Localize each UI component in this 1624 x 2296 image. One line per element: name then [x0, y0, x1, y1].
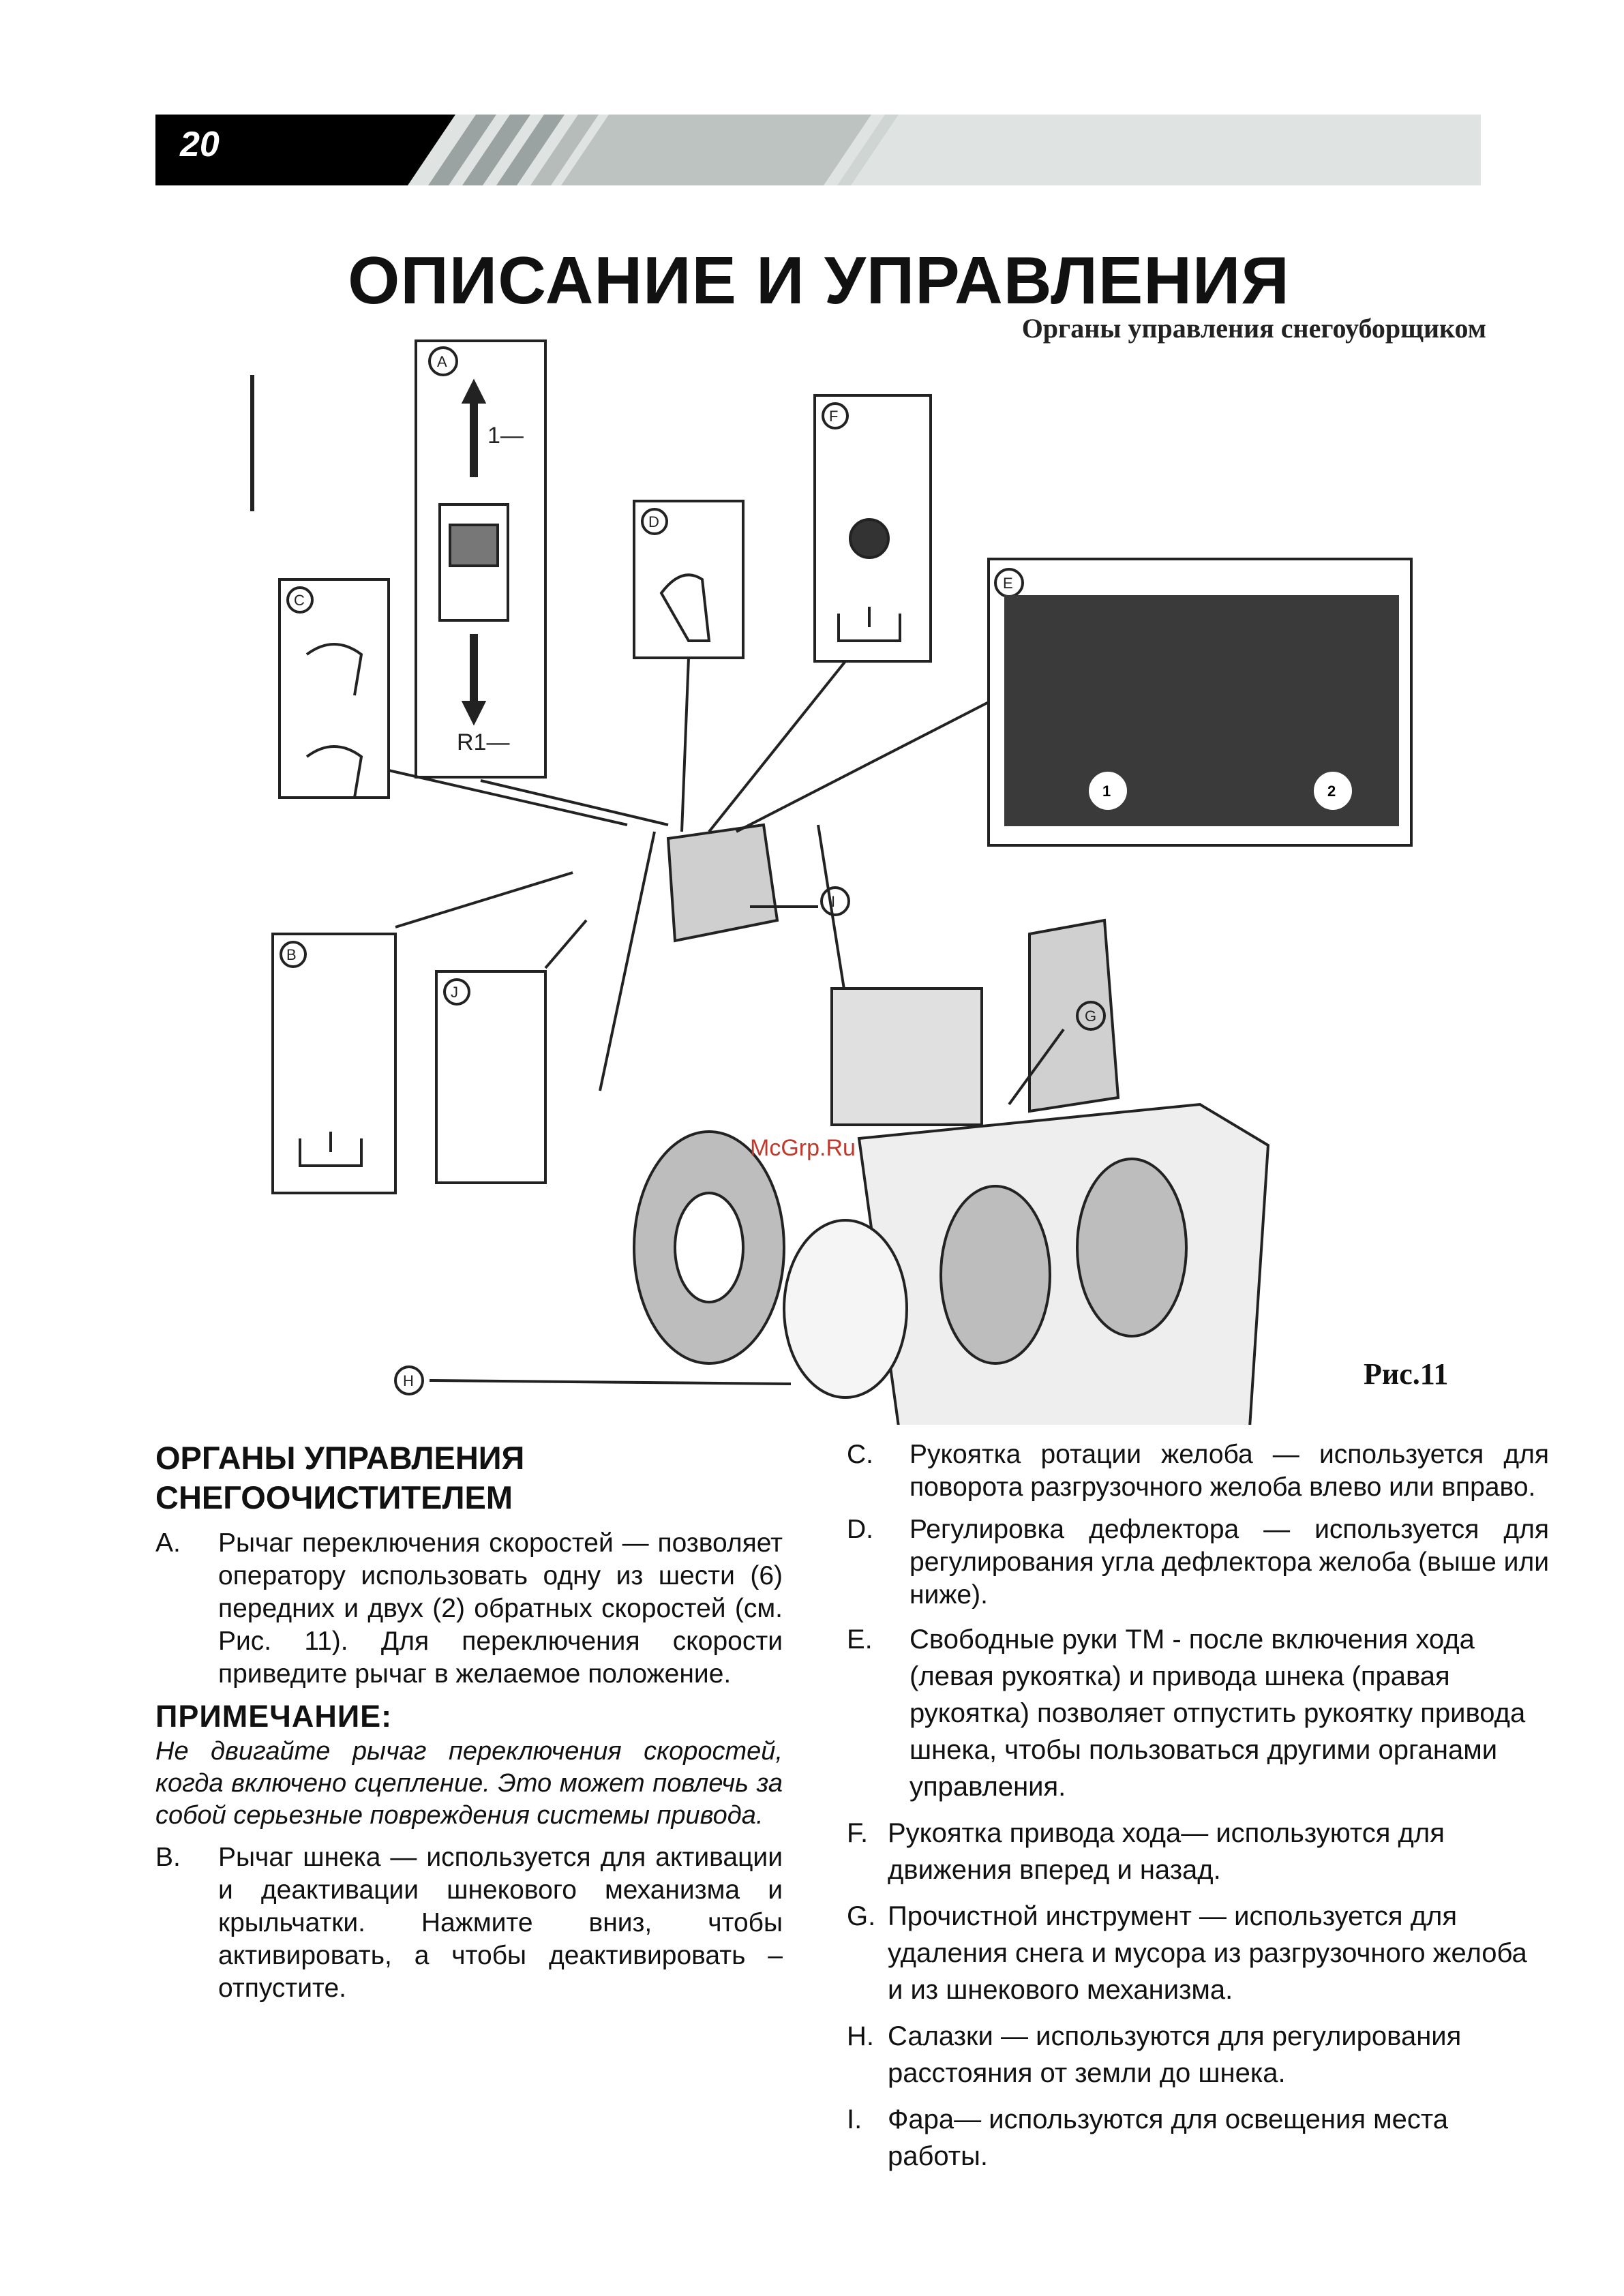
figure-subtitle: Органы управления снегоуборщиком: [1021, 313, 1486, 344]
gear-reverse-label: R1—: [457, 729, 510, 755]
item-label: A.: [155, 1528, 181, 1558]
item-text: Свободные руки ТМ - после включения хода (левая рукоятка) и привода шнека (правая рукоятка) позволяет отпустить рукоятку привода шнека, чтобы пользоваться другими органами управления.: [909, 1625, 1526, 1802]
panel-e-number-2: 2: [1327, 783, 1336, 800]
panel-label-g: G: [1085, 1008, 1097, 1025]
item-label: G.: [847, 1901, 876, 1931]
item-label: C.: [847, 1440, 873, 1469]
list-item: [847, 2101, 1549, 2175]
snowblower-figure: [245, 334, 1493, 1425]
item-text: Салазки — используются для регулирования расстояния от земли до шнека.: [888, 2021, 1462, 2088]
panel-e-number-1: 1: [1102, 783, 1111, 800]
panel-label-c: C: [294, 592, 305, 609]
note-text: Не двигайте рычаг переключения скоростей, когда включено сцепление. Это может повлечь за собой серьезные повреждения системы привода.: [155, 1737, 783, 1830]
page-title: ОПИСАНИЕ И УПРАВЛЕНИЯ: [348, 243, 1290, 318]
list-item: [847, 1621, 1549, 1805]
note-heading: ПРИМЕЧАНИЕ:: [155, 1699, 393, 1734]
panel-label-i: I: [831, 893, 836, 910]
figure-caption: Рис.11: [1364, 1357, 1449, 1391]
item-text: Регулировка дефлектора — используется для регулирования угла дефлектора желоба (выше или ниже).: [909, 1515, 1549, 1610]
item-label: H.: [847, 2021, 874, 2051]
item-label: I.: [847, 2104, 862, 2134]
list-item: [155, 1527, 783, 1691]
header-stripes: [155, 115, 1481, 185]
page-header-band: [155, 115, 1481, 185]
panel-label-h: H: [403, 1372, 414, 1389]
panel-label-j: J: [451, 984, 458, 1001]
right-column: [847, 1438, 1549, 2175]
list-item: [847, 1513, 1549, 1612]
panel-label-f: F: [829, 408, 839, 425]
panel-label-e: E: [1003, 575, 1013, 592]
left-column: [155, 1438, 783, 2005]
item-label: E.: [847, 1625, 873, 1655]
item-label: F.: [847, 1818, 869, 1848]
panel-label-d: D: [648, 513, 659, 530]
section-heading: ОРГАНЫ УПРАВЛЕНИЯ СНЕГООЧИСТИТЕЛЕМ: [155, 1440, 525, 1515]
item-text: Рычаг переключения скоростей — позволяет оператору использовать одну из шести (6) передних и двух (2) обратных скоростей (см. Рис. 11). Для переключения скорости приведите рычаг в желаемое положение.: [218, 1528, 783, 1689]
item-label: D.: [847, 1515, 873, 1544]
item-text: Рукоятка ротации желоба — используется для поворота разгрузочного желоба влево или вправо.: [909, 1440, 1549, 1502]
list-item: [155, 1841, 783, 2005]
list-item: [847, 2018, 1549, 2091]
item-label: B.: [155, 1843, 181, 1872]
item-text: Прочистной инструмент — используется для удаления снега и мусора из разгрузочного желоба и из шнекового механизма.: [888, 1901, 1527, 2005]
page-number: 20: [180, 125, 220, 164]
item-text: Рычаг шнека — используется для активации и деактивации шнекового механизма и крыльчатки. Нажмите вниз, чтобы активировать, а чтобы деактивировать – отпустите.: [218, 1843, 783, 2003]
list-item: [847, 1898, 1549, 2008]
list-item: [847, 1815, 1549, 1888]
watermark: McGrp.Ru: [750, 1135, 856, 1161]
item-text: Фара— используются для освещения места работы.: [888, 2104, 1448, 2171]
panel-label-b: B: [286, 946, 297, 963]
item-text: Рукоятка привода хода— используются для движения вперед и назад.: [888, 1818, 1445, 1885]
gear-forward-label: 1—: [487, 423, 524, 449]
list-item: [847, 1438, 1549, 1504]
panel-label-a: A: [437, 353, 447, 370]
